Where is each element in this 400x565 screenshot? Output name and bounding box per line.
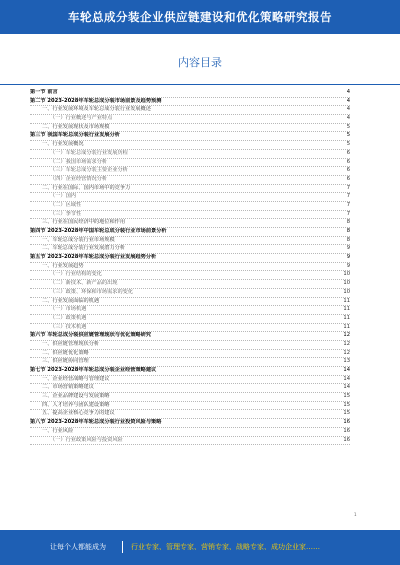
toc-entry-title: 一、车轮总成分装行业市场规模 xyxy=(30,237,117,245)
toc-entry-page: 5 xyxy=(346,141,350,148)
toc-entry[interactable] xyxy=(30,437,350,446)
toc-entry[interactable] xyxy=(30,132,350,141)
toc-entry[interactable] xyxy=(30,98,350,107)
toc-entry-page: 14 xyxy=(343,384,350,391)
toc-entry-page: 6 xyxy=(346,167,350,174)
toc-entry-page: 12 xyxy=(343,332,350,339)
toc-entry-page: 15 xyxy=(343,393,350,400)
toc-entry[interactable] xyxy=(30,193,350,202)
toc-entry[interactable] xyxy=(30,306,350,315)
toc-entry[interactable] xyxy=(30,332,350,341)
toc-entry-title: （二）区域性 xyxy=(30,202,83,210)
toc-entry-title: 四、人才培养与团队建设策略 xyxy=(30,402,111,410)
toc-entry-title: 二、行业发展现状及市场规模 xyxy=(30,124,111,132)
toc-entry-page: 9 xyxy=(346,262,350,269)
toc-entry-page: 10 xyxy=(343,271,350,278)
toc-entry-page: 7 xyxy=(346,210,350,217)
toc-entry-title: 第三节 我国车轮总成分装行业发展分析 xyxy=(30,132,120,139)
toc-entry[interactable] xyxy=(30,219,350,228)
toc-entry-page: 5 xyxy=(346,132,350,139)
toc-entry[interactable] xyxy=(30,393,350,402)
toc-entry-page: 16 xyxy=(343,427,350,434)
toc-entry[interactable] xyxy=(30,167,350,176)
footer-bar xyxy=(0,530,400,565)
toc-entry-page: 5 xyxy=(346,123,350,130)
toc-entry-title: 第五节 2023-2028年车轮总成分装行业发展趋势分析 xyxy=(30,254,157,261)
toc-entry[interactable] xyxy=(30,280,350,289)
toc-entry[interactable] xyxy=(30,367,350,376)
toc-entry-page: 4 xyxy=(346,115,350,122)
toc-entry[interactable] xyxy=(30,185,350,194)
toc-entry-page: 12 xyxy=(343,340,350,347)
toc-entry[interactable] xyxy=(30,376,350,385)
toc-entry[interactable] xyxy=(30,410,350,419)
toc-entry-page: 4 xyxy=(346,97,350,104)
toc-entry-page: 15 xyxy=(343,401,350,408)
toc-entry-title: 二、市场营销策略建议 xyxy=(30,384,96,392)
toc-entry-page: 12 xyxy=(343,349,350,356)
toc-entry-title: 第二节 2023-2028年车轮总成分装市场前景及趋势预测 xyxy=(30,97,162,104)
toc-entry-title: 三、供应链协同管理 xyxy=(30,358,91,366)
toc-entry[interactable] xyxy=(30,115,350,124)
toc-entry-title: 二、供应链优化策略 xyxy=(30,350,91,358)
toc-entry[interactable] xyxy=(30,141,350,150)
toc-entry-page: 8 xyxy=(346,236,350,243)
toc-entry[interactable] xyxy=(30,245,350,254)
toc-entry[interactable] xyxy=(30,358,350,367)
toc-entry-page: 6 xyxy=(346,175,350,182)
toc-entry-page: 6 xyxy=(346,149,350,156)
footer-slogan: 让每个人都能成为 xyxy=(50,543,106,551)
toc-entry[interactable] xyxy=(30,428,350,437)
toc-entry[interactable] xyxy=(30,384,350,393)
footer-tagline: 行业专家、管理专家、营销专家、战略专家、成功企业家…… xyxy=(131,543,320,551)
toc-entry[interactable] xyxy=(30,124,350,133)
toc-entry-title: （一）行业概述与产业特点 xyxy=(30,115,114,123)
toc-entry-page: 8 xyxy=(346,228,350,234)
toc-entry-title: 第八节 2023-2028年车轮总成分装行业投资风险与策略 xyxy=(30,419,162,426)
toc-entry[interactable] xyxy=(30,254,350,263)
toc-heading: 内容目录 xyxy=(178,56,222,69)
toc-entry-title: 第六节 车轮总成分装供应链管理现状与优化策略研究 xyxy=(30,332,152,339)
toc-entry-title: 一、行业风险 xyxy=(30,428,75,436)
toc-entry-page: 11 xyxy=(343,323,350,330)
toc-entry-title: 第七节 2023-2028年车轮总成分装企业经营策略建议 xyxy=(30,367,157,373)
toc-entry-title: （三）政策、环保和市场需求的变化 xyxy=(30,289,135,297)
toc-entry-title: （一）行业政策风险与投资风险 xyxy=(30,437,125,445)
toc-entry-title: （二）我国市场需求分析 xyxy=(30,159,109,167)
toc-entry[interactable] xyxy=(30,228,350,237)
toc-entry-title: （三）车轮总成分装主要企业分析 xyxy=(30,167,130,175)
toc-entry[interactable] xyxy=(30,176,350,185)
toc-entry-title: 二、车轮总成分装行业发展潜力分析 xyxy=(30,245,127,253)
report-title: 车轮总成分装企业供应链建设和优化策略研究报告 xyxy=(68,10,332,24)
toc-entry[interactable] xyxy=(30,419,350,428)
toc-entry-page: 4 xyxy=(346,89,350,95)
toc-entry[interactable] xyxy=(30,402,350,411)
toc-entry-page: 7 xyxy=(346,201,350,208)
toc-entry-page: 8 xyxy=(346,219,350,226)
toc-entry-title: 一、行业发展概况 xyxy=(30,141,86,149)
toc-entry-title: （二）政策机遇 xyxy=(30,315,88,323)
toc-entry-page: 10 xyxy=(343,280,350,287)
toc-entry[interactable] xyxy=(30,89,350,98)
toc-entry-title: 第四节 2023-2028年中国车轮总成分装行业市场前景分析 xyxy=(30,228,167,234)
toc-entry-page: 6 xyxy=(346,158,350,165)
toc-entry-page: 7 xyxy=(346,193,350,200)
toc-entry-page: 11 xyxy=(343,297,350,304)
toc-entry[interactable] xyxy=(30,159,350,168)
toc-divider xyxy=(0,84,400,85)
toc-entry-title: （三）技术机遇 xyxy=(30,324,88,332)
toc-entry-page: 9 xyxy=(346,245,350,252)
toc-entry-title: 二、行业在国际、国内市场中的竞争力 xyxy=(30,185,132,193)
toc-entry[interactable] xyxy=(30,271,350,280)
toc-entry[interactable] xyxy=(30,350,350,359)
toc-entry[interactable] xyxy=(30,315,350,324)
toc-entry[interactable] xyxy=(30,202,350,211)
toc-entry-title: 三、企业品牌建设与发展策略 xyxy=(30,393,111,401)
toc-entry-title: 一、行业发展环境及车轮总成分装行业发展概述 xyxy=(30,106,153,114)
footer-separator xyxy=(122,541,123,553)
page-number: 1 xyxy=(354,512,357,517)
toc-entry[interactable] xyxy=(30,341,350,350)
toc-entry[interactable] xyxy=(30,106,350,115)
toc-entry[interactable] xyxy=(30,237,350,246)
toc-entry-page: 16 xyxy=(343,419,350,426)
toc-entry-page: 15 xyxy=(343,410,350,417)
toc-entry[interactable] xyxy=(30,289,350,298)
table-of-contents xyxy=(30,89,350,445)
toc-entry-title: （一）车轮总成分装行业发展历程 xyxy=(30,150,130,158)
toc-entry[interactable] xyxy=(30,150,350,159)
toc-entry-page: 11 xyxy=(343,314,350,321)
toc-entry[interactable] xyxy=(30,263,350,272)
toc-entry-page: 9 xyxy=(346,254,350,261)
toc-entry-page: 10 xyxy=(343,288,350,295)
toc-entry-title: 三、行业在国民经济中的地位和作用 xyxy=(30,219,127,227)
toc-entry-title: 五、提高企业核心竞争力的建议 xyxy=(30,410,117,418)
toc-entry-title: （四）企业经营情况分析 xyxy=(30,176,109,184)
toc-entry-title: 一、企业经营战略与管理建议 xyxy=(30,376,111,384)
toc-entry-title: （一）市场机遇 xyxy=(30,306,88,314)
toc-entry-page: 14 xyxy=(343,367,350,373)
toc-entry-title: 二、行业发展面临的机遇 xyxy=(30,298,101,306)
toc-entry-title: 一、供应链管理现状分析 xyxy=(30,341,101,349)
toc-entry-title: （一）行业结构的变化 xyxy=(30,271,104,279)
toc-entry-page: 13 xyxy=(343,358,350,365)
toc-entry[interactable] xyxy=(30,211,350,220)
toc-entry-page: 14 xyxy=(343,375,350,382)
toc-entry-title: （三）季节性 xyxy=(30,211,83,219)
header-bar xyxy=(0,0,400,34)
toc-entry-title: （一）国内 xyxy=(30,193,78,201)
toc-entry[interactable] xyxy=(30,298,350,307)
toc-entry[interactable] xyxy=(30,324,350,333)
toc-entry-page: 16 xyxy=(343,436,350,443)
toc-entry-title: 一、行业发展趋势 xyxy=(30,263,86,271)
toc-entry-page: 4 xyxy=(346,106,350,113)
toc-entry-page: 11 xyxy=(343,306,350,313)
toc-entry-page: 7 xyxy=(346,184,350,191)
toc-entry-title: （二）新技术、新产品的出现 xyxy=(30,280,119,288)
toc-entry-title: 第一节 前言 xyxy=(30,89,58,95)
